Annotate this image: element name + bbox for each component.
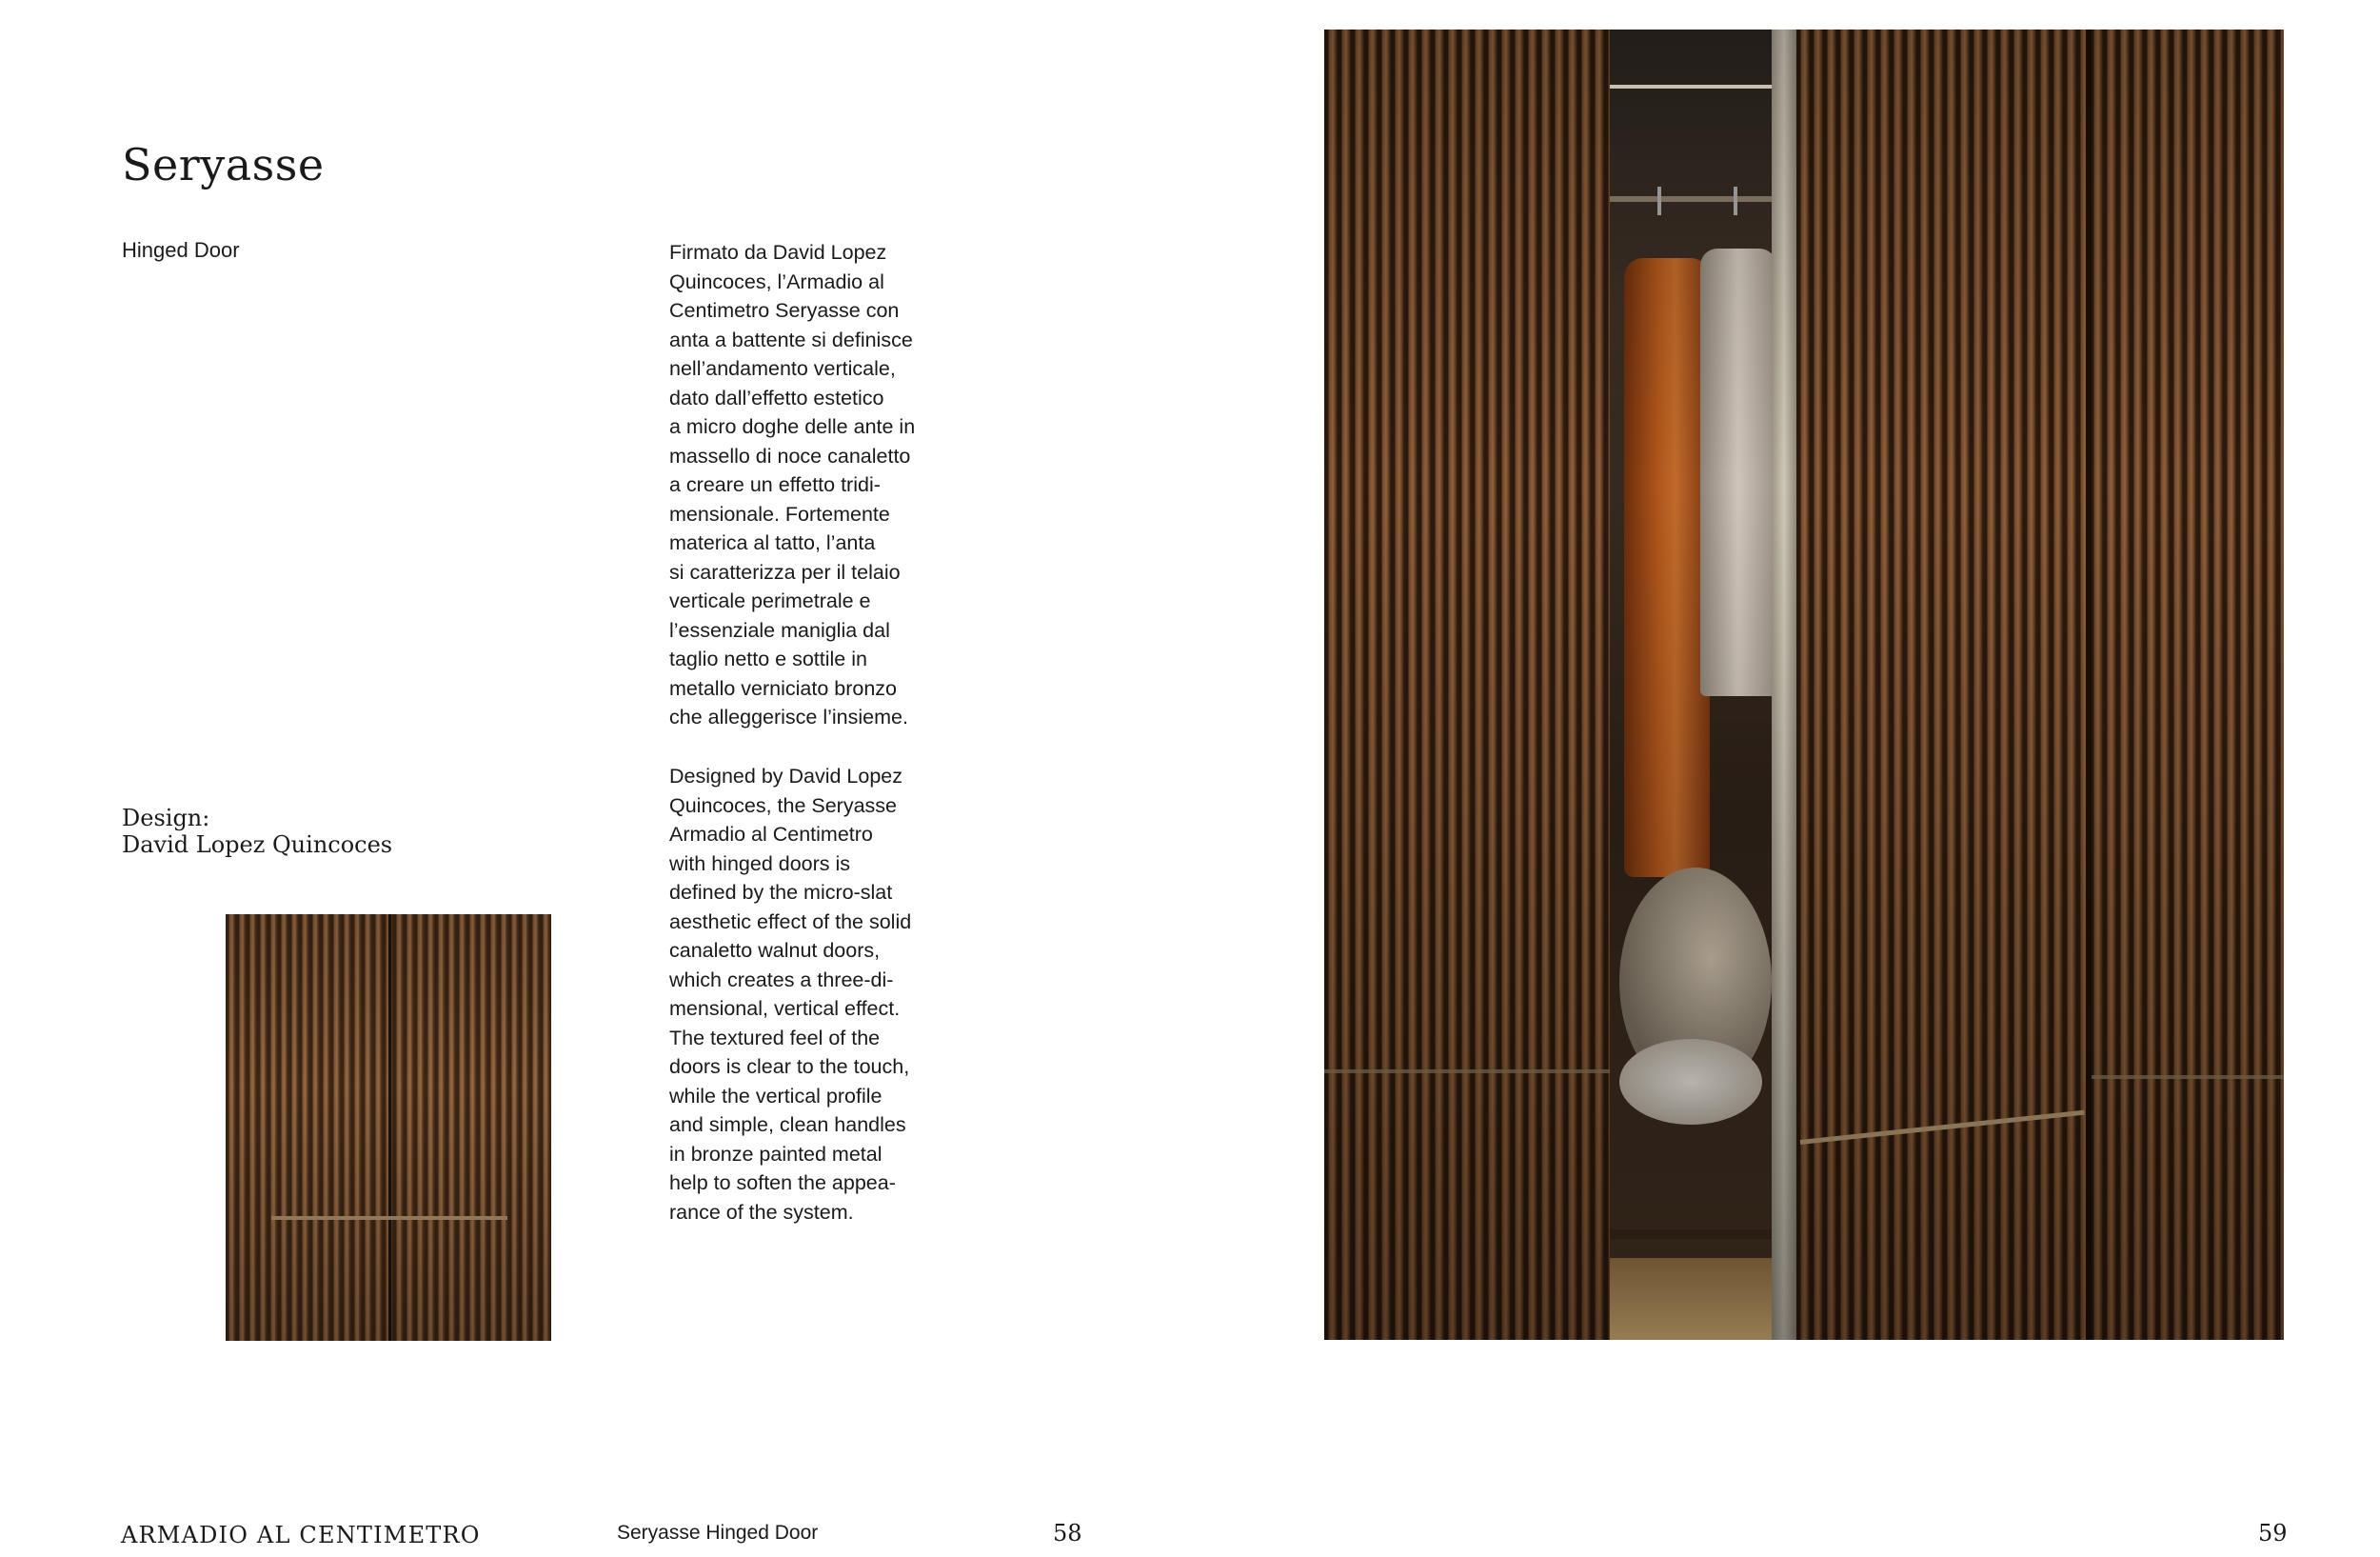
product-subtitle: Hinged Door [122,238,240,262]
hanging-rail [1610,196,1772,202]
footer-collection: ARMADIO AL CENTIMETRO [121,1522,481,1548]
horizontal-joint [2092,1075,2284,1079]
page-title: Seryasse [122,138,325,190]
page-number-right: 59 [2258,1520,2288,1547]
wardrobe-photo [1324,30,2284,1340]
closet-shelf [1610,1229,1772,1239]
hanger [1657,187,1661,215]
led-light [1610,85,1772,89]
right-slat-panel [1796,30,2284,1340]
design-label: Design: [122,805,210,831]
hanger [1734,187,1737,215]
description-english: Designed by David Lopez Quincoces, the Seryasse Armadio al Centimetro with hinged doors is defined by the micro-slat aesthetic effect of the solid canaletto walnut doors, which creates a three-di- mensional, vertical effect. The textured feel of the doors is clear to the touch, while the vertical profile and simple, clean handles in bronze painted metal help to soften the appea- rance of the system. [669,765,912,1224]
door-detail-image [226,914,551,1341]
open-door-edge [1772,30,1796,1340]
page-number-left: 58 [1053,1520,1082,1547]
design-credit [122,805,392,858]
closet-interior [1610,30,1772,1340]
description-italian: Firmato da David Lopez Quincoces, l’Armadio al Centimetro Seryasse con anta a battente si definisce nell’andamento verticale, dato dall’effetto estetico a micro doghe delle ante in massello di noce canaletto a creare un effetto tridi- mensionale. Fortemente materica al tatto, l’anta si caratterizza per il telaio verticale perimetrale e l’essenziale maniglia dal taglio netto e sottile in metallo verniciato bronzo che alleggerisce l’insieme. [669,241,916,729]
horizontal-joint [1324,1069,1610,1073]
orange-garment [1624,258,1710,877]
lower-shelf-light [1610,1258,1772,1340]
image-shading [226,914,551,1341]
footer-section: Seryasse Hinged Door [617,1522,819,1544]
grey-garment [1700,249,1772,696]
designer-name: David Lopez Quincoces [122,831,393,858]
left-slat-panel [1324,30,1610,1340]
door-seam [2086,30,2092,1340]
fur-item [1619,1039,1762,1125]
